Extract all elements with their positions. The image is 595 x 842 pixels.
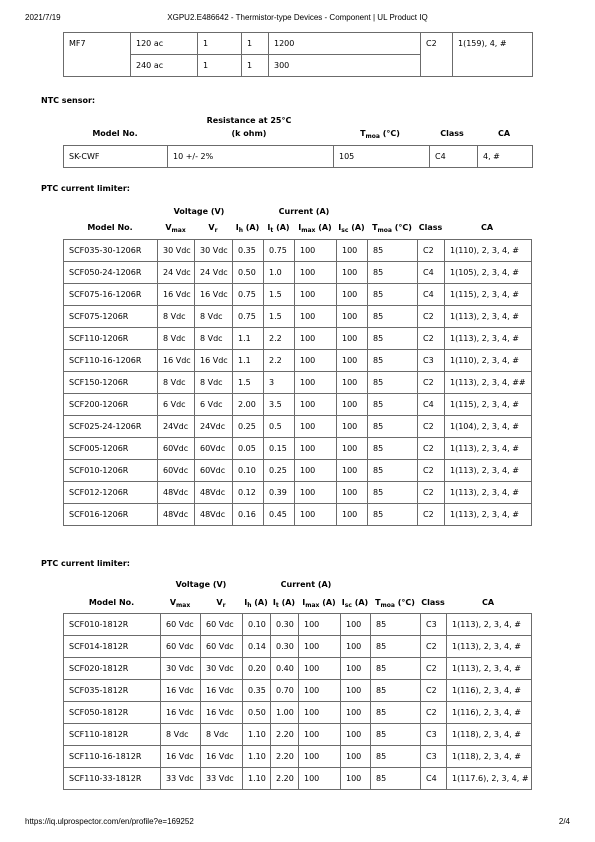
ptc2-tmoa-cell: 85 [371, 724, 421, 746]
ptc1-ih-cell: 0.35 [233, 240, 264, 262]
ptc2-class-cell: C2 [421, 702, 447, 724]
ptc2-tmoa-cell: 85 [371, 680, 421, 702]
ptc1-model-cell: SCF016-1206R [64, 504, 158, 526]
ptc2-ca-cell: 1(118), 2, 3, 4, # [447, 724, 532, 746]
ptc1-ca-cell: 1(110), 2, 3, 4, # [445, 350, 532, 372]
ptc1-imax-cell: 100 [295, 438, 337, 460]
ptc1-ih-cell: 0.10 [233, 460, 264, 482]
ptc2-isc-cell: 100 [341, 680, 371, 702]
ptc1-header-ih: $I_h$ (A) [235, 223, 260, 234]
ptc2-model-cell: SCF050-1812R [64, 702, 161, 724]
ptc1-header-tmoa: $T_{moa}$ (°C) [372, 223, 412, 234]
ptc2-ih-cell: 1.10 [243, 724, 271, 746]
ptc2-imax-cell: 100 [299, 658, 341, 680]
ptc1-header-model: Model No. [87, 223, 133, 232]
ptc1-header-it: $I_t$ (A) [267, 223, 290, 234]
table-row [64, 438, 532, 460]
ptc1-model-cell: SCF010-1206R [64, 460, 158, 482]
ptc1-isc-cell: 100 [337, 328, 368, 350]
ptc1-tmoa-cell: 85 [368, 350, 418, 372]
ptc1-ih-cell: 1.1 [233, 328, 264, 350]
table-row [64, 746, 532, 768]
table-row [64, 33, 533, 55]
mf7-b-cell: 1 [242, 55, 269, 77]
ptc2-ca-cell: 1(116), 2, 3, 4, # [447, 680, 532, 702]
ptc1-isc-cell: 100 [337, 416, 368, 438]
ptc2-class-cell: C2 [421, 658, 447, 680]
ptc1-vr-cell: 24 Vdc [195, 262, 233, 284]
ptc1-ih-cell: 0.75 [233, 306, 264, 328]
ptc2-it-cell: 0.30 [271, 636, 299, 658]
ptc2-vmax-cell: 16 Vdc [161, 680, 201, 702]
ptc1-vr-cell: 48Vdc [195, 482, 233, 504]
ptc2-table-body [64, 614, 532, 790]
table-row [64, 460, 532, 482]
ptc2-imax-cell: 100 [299, 768, 341, 790]
ntc-header-resistance: Resistance at 25°C [206, 116, 292, 125]
table-row [64, 658, 532, 680]
ptc2-model-cell: SCF035-1812R [64, 680, 161, 702]
ptc2-vmax-cell: 33 Vdc [161, 768, 201, 790]
ptc1-class-cell: C2 [418, 482, 445, 504]
ptc2-vr-cell: 8 Vdc [201, 724, 243, 746]
ptc2-ca-cell: 1(113), 2, 3, 4, # [447, 614, 532, 636]
table-row [64, 306, 532, 328]
ptc1-tmoa-cell: 85 [368, 482, 418, 504]
ptc1-table [63, 239, 532, 526]
ptc2-model-cell: SCF110-33-1812R [64, 768, 161, 790]
ptc1-ih-cell: 0.05 [233, 438, 264, 460]
ptc1-isc-cell: 100 [337, 262, 368, 284]
table-row [64, 372, 532, 394]
ptc1-isc-cell: 100 [337, 306, 368, 328]
ptc1-it-cell: 0.15 [264, 438, 295, 460]
ptc1-class-cell: C2 [418, 438, 445, 460]
ptc1-imax-cell: 100 [295, 372, 337, 394]
ntc-header-class: Class [440, 129, 464, 138]
table-row [64, 724, 532, 746]
ptc1-model-cell: SCF075-1206R [64, 306, 158, 328]
ptc1-vr-cell: 8 Vdc [195, 372, 233, 394]
ntc-ca-cell: 4, # [478, 146, 533, 168]
ptc1-vr-cell: 60Vdc [195, 460, 233, 482]
ptc2-class-cell: C3 [421, 724, 447, 746]
print-page-number: 2/4 [558, 817, 570, 826]
ptc1-header-imax: $I_{max}$ (A) [298, 223, 332, 234]
ptc2-ca-cell: 1(117.6), 2, 3, 4, # [447, 768, 532, 790]
ptc1-class-cell: C2 [418, 328, 445, 350]
ptc2-ih-cell: 0.10 [243, 614, 271, 636]
ptc1-model-cell: SCF005-1206R [64, 438, 158, 460]
ptc2-it-cell: 2.20 [271, 724, 299, 746]
ptc2-imax-cell: 100 [299, 724, 341, 746]
ptc1-model-cell: SCF012-1206R [64, 482, 158, 504]
ptc1-vr-cell: 48Vdc [195, 504, 233, 526]
ptc1-vmax-cell: 24 Vdc [158, 262, 195, 284]
table-row [64, 680, 532, 702]
table-row [64, 350, 532, 372]
ptc1-tmoa-cell: 85 [368, 306, 418, 328]
mf7-table [63, 32, 533, 77]
ptc1-vr-cell: 16 Vdc [195, 284, 233, 306]
ptc1-vmax-cell: 16 Vdc [158, 350, 195, 372]
ptc2-vr-cell: 60 Vdc [201, 636, 243, 658]
ptc1-imax-cell: 100 [295, 328, 337, 350]
mf7-model-cell: MF7 [64, 33, 131, 77]
ptc1-section-title: PTC current limiter: [41, 184, 130, 193]
ptc1-imax-cell: 100 [295, 482, 337, 504]
table-row [64, 504, 532, 526]
ptc1-it-cell: 0.75 [264, 240, 295, 262]
ptc1-vmax-cell: 8 Vdc [158, 306, 195, 328]
ptc1-vmax-cell: 8 Vdc [158, 328, 195, 350]
ptc1-ih-cell: 1.1 [233, 350, 264, 372]
ptc2-header-model: Model No. [88, 598, 135, 607]
table-row [64, 768, 532, 790]
ptc2-isc-cell: 100 [341, 746, 371, 768]
ptc1-it-cell: 0.45 [264, 504, 295, 526]
ptc1-vmax-cell: 60Vdc [158, 460, 195, 482]
ptc2-vmax-cell: 16 Vdc [161, 746, 201, 768]
ptc1-model-cell: SCF110-1206R [64, 328, 158, 350]
ptc1-ca-cell: 1(113), 2, 3, 4, # [445, 438, 532, 460]
table-row [64, 240, 532, 262]
ntc-header-model: Model No. [92, 129, 138, 138]
ptc2-header-vr: $V_r$ [216, 598, 226, 609]
ptc1-it-cell: 1.5 [264, 306, 295, 328]
table-row [64, 416, 532, 438]
ptc1-vr-cell: 24Vdc [195, 416, 233, 438]
ptc1-isc-cell: 100 [337, 504, 368, 526]
ptc1-model-cell: SCF035-30-1206R [64, 240, 158, 262]
ptc1-tmoa-cell: 85 [368, 504, 418, 526]
ptc1-ca-cell: 1(110), 2, 3, 4, # [445, 240, 532, 262]
mf7-value-cell: 300 [269, 55, 421, 77]
ptc1-model-cell: SCF025-24-1206R [64, 416, 158, 438]
ptc2-tmoa-cell: 85 [371, 746, 421, 768]
ptc2-it-cell: 2.20 [271, 768, 299, 790]
ptc1-class-cell: C4 [418, 284, 445, 306]
ptc1-tmoa-cell: 85 [368, 328, 418, 350]
ptc1-ih-cell: 0.25 [233, 416, 264, 438]
ptc1-vr-cell: 16 Vdc [195, 350, 233, 372]
ptc1-tmoa-cell: 85 [368, 284, 418, 306]
ptc1-imax-cell: 100 [295, 262, 337, 284]
ptc1-tmoa-cell: 85 [368, 438, 418, 460]
ptc2-vmax-cell: 30 Vdc [161, 658, 201, 680]
ptc2-it-cell: 0.40 [271, 658, 299, 680]
ptc1-table-body [64, 240, 532, 526]
ptc2-isc-cell: 100 [341, 614, 371, 636]
table-row [64, 328, 532, 350]
ptc1-header-voltage-group: Voltage (V) [173, 207, 225, 216]
ptc1-it-cell: 2.2 [264, 328, 295, 350]
ptc2-isc-cell: 100 [341, 636, 371, 658]
ptc1-vmax-cell: 48Vdc [158, 482, 195, 504]
ptc2-class-cell: C3 [421, 614, 447, 636]
ptc1-ih-cell: 2.00 [233, 394, 264, 416]
ptc1-class-cell: C2 [418, 240, 445, 262]
mf7-value-cell: 1200 [269, 33, 421, 55]
ptc2-header-isc: $I_{sc}$ (A) [341, 598, 369, 609]
table-row [64, 702, 532, 724]
ptc1-class-cell: C2 [418, 460, 445, 482]
ptc2-imax-cell: 100 [299, 702, 341, 724]
ptc1-it-cell: 0.5 [264, 416, 295, 438]
ptc1-isc-cell: 100 [337, 350, 368, 372]
ptc2-header-class: Class [421, 598, 445, 607]
ptc2-it-cell: 1.00 [271, 702, 299, 724]
ptc2-ih-cell: 1.10 [243, 746, 271, 768]
ptc1-ca-cell: 1(113), 2, 3, 4, # [445, 328, 532, 350]
ptc2-model-cell: SCF014-1812R [64, 636, 161, 658]
ntc-table [63, 145, 533, 168]
ptc2-vr-cell: 16 Vdc [201, 702, 243, 724]
ptc1-ih-cell: 1.5 [233, 372, 264, 394]
ptc1-model-cell: SCF200-1206R [64, 394, 158, 416]
ptc1-ih-cell: 0.16 [233, 504, 264, 526]
ptc1-it-cell: 1.5 [264, 284, 295, 306]
table-row [64, 614, 532, 636]
ptc1-header-current-group: Current (A) [278, 207, 330, 216]
ptc2-ca-cell: 1(113), 2, 3, 4, # [447, 658, 532, 680]
ptc2-model-cell: SCF110-1812R [64, 724, 161, 746]
mf7-a-cell: 1 [198, 55, 242, 77]
ptc2-class-cell: C3 [421, 746, 447, 768]
ptc1-it-cell: 3 [264, 372, 295, 394]
ptc2-isc-cell: 100 [341, 724, 371, 746]
ptc2-tmoa-cell: 85 [371, 636, 421, 658]
ptc1-ih-cell: 0.75 [233, 284, 264, 306]
ptc2-header-voltage-group: Voltage (V) [175, 580, 227, 589]
ptc1-vmax-cell: 30 Vdc [158, 240, 195, 262]
ptc1-isc-cell: 100 [337, 460, 368, 482]
ptc1-ca-cell: 1(113), 2, 3, 4, ## [445, 372, 532, 394]
ptc2-header-imax: $I_{max}$ (A) [302, 598, 336, 609]
ptc2-tmoa-cell: 85 [371, 702, 421, 724]
ptc1-imax-cell: 100 [295, 284, 337, 306]
ptc2-header-current-group: Current (A) [280, 580, 332, 589]
mf7-voltage-cell: 240 ac [131, 55, 198, 77]
ptc2-it-cell: 2.20 [271, 746, 299, 768]
ptc2-class-cell: C2 [421, 680, 447, 702]
ptc1-tmoa-cell: 85 [368, 262, 418, 284]
ptc2-model-cell: SCF010-1812R [64, 614, 161, 636]
ntc-tmoa-cell: 105 [334, 146, 430, 168]
ptc2-tmoa-cell: 85 [371, 768, 421, 790]
ptc1-header-vr: $V_r$ [208, 223, 218, 234]
table-row [64, 636, 532, 658]
ptc1-vmax-cell: 8 Vdc [158, 372, 195, 394]
ptc2-isc-cell: 100 [341, 658, 371, 680]
ptc2-ca-cell: 1(116), 2, 3, 4, # [447, 702, 532, 724]
table-row [64, 394, 532, 416]
ptc2-model-cell: SCF110-16-1812R [64, 746, 161, 768]
ptc1-isc-cell: 100 [337, 482, 368, 504]
ptc1-tmoa-cell: 85 [368, 372, 418, 394]
ptc2-header-vmax: $V_{max}$ [169, 598, 191, 609]
ptc2-header-ih: $I_h$ (A) [244, 598, 268, 609]
ptc1-vr-cell: 60Vdc [195, 438, 233, 460]
ptc1-ca-cell: 1(105), 2, 3, 4, # [445, 262, 532, 284]
ptc1-it-cell: 0.39 [264, 482, 295, 504]
ptc2-vmax-cell: 16 Vdc [161, 702, 201, 724]
ntc-model-cell: SK-CWF [64, 146, 168, 168]
ptc2-ih-cell: 0.50 [243, 702, 271, 724]
ptc2-isc-cell: 100 [341, 702, 371, 724]
ptc1-vr-cell: 30 Vdc [195, 240, 233, 262]
ptc1-model-cell: SCF050-24-1206R [64, 262, 158, 284]
ptc1-imax-cell: 100 [295, 240, 337, 262]
ptc1-ca-cell: 1(113), 2, 3, 4, # [445, 482, 532, 504]
mf7-class-cell: C2 [421, 33, 453, 77]
ptc1-vmax-cell: 16 Vdc [158, 284, 195, 306]
ntc-header-tmoa: $T_{moa}$ (°C) [360, 129, 400, 140]
ptc2-vr-cell: 33 Vdc [201, 768, 243, 790]
ptc1-vr-cell: 6 Vdc [195, 394, 233, 416]
ptc1-ca-cell: 1(115), 2, 3, 4, # [445, 394, 532, 416]
ptc2-it-cell: 0.70 [271, 680, 299, 702]
ptc1-vr-cell: 8 Vdc [195, 306, 233, 328]
ptc2-it-cell: 0.30 [271, 614, 299, 636]
ptc2-ih-cell: 0.14 [243, 636, 271, 658]
ptc1-header-isc: $I_{sc}$ (A) [338, 223, 365, 234]
ptc2-vr-cell: 16 Vdc [201, 680, 243, 702]
ntc-header-ca: CA [497, 129, 511, 138]
ptc1-vr-cell: 8 Vdc [195, 328, 233, 350]
ptc1-tmoa-cell: 85 [368, 240, 418, 262]
print-page-title: XGPU2.E486642 - Thermistor-type Devices - Component | UL Product IQ [167, 13, 428, 22]
ptc2-class-cell: C2 [421, 636, 447, 658]
ptc1-class-cell: C2 [418, 416, 445, 438]
ptc2-ih-cell: 1.10 [243, 768, 271, 790]
ptc2-tmoa-cell: 85 [371, 658, 421, 680]
table-row [64, 482, 532, 504]
ptc2-imax-cell: 100 [299, 746, 341, 768]
ptc2-isc-cell: 100 [341, 768, 371, 790]
ptc1-isc-cell: 100 [337, 240, 368, 262]
ptc1-it-cell: 0.25 [264, 460, 295, 482]
ptc2-vmax-cell: 60 Vdc [161, 614, 201, 636]
ptc1-tmoa-cell: 85 [368, 394, 418, 416]
ptc1-class-cell: C4 [418, 262, 445, 284]
ptc1-ih-cell: 0.50 [233, 262, 264, 284]
table-row [64, 146, 533, 168]
ptc2-imax-cell: 100 [299, 680, 341, 702]
ptc2-tmoa-cell: 85 [371, 614, 421, 636]
ptc1-class-cell: C2 [418, 306, 445, 328]
mf7-a-cell: 1 [198, 33, 242, 55]
ntc-resistance-cell: 10 +/- 2% [168, 146, 334, 168]
ptc1-tmoa-cell: 85 [368, 416, 418, 438]
print-header [0, 13, 595, 25]
ptc1-tmoa-cell: 85 [368, 460, 418, 482]
ptc1-class-cell: C4 [418, 394, 445, 416]
ptc1-model-cell: SCF150-1206R [64, 372, 158, 394]
table-row [64, 284, 532, 306]
ntc-section-title: NTC sensor: [41, 96, 96, 105]
ptc2-ca-cell: 1(113), 2, 3, 4, # [447, 636, 532, 658]
ptc2-table [63, 613, 532, 790]
ptc1-isc-cell: 100 [337, 394, 368, 416]
ptc1-vmax-cell: 24Vdc [158, 416, 195, 438]
ptc2-vr-cell: 30 Vdc [201, 658, 243, 680]
ptc1-isc-cell: 100 [337, 372, 368, 394]
ptc1-model-cell: SCF075-16-1206R [64, 284, 158, 306]
ptc1-it-cell: 2.2 [264, 350, 295, 372]
ptc1-class-cell: C2 [418, 372, 445, 394]
ptc1-imax-cell: 100 [295, 306, 337, 328]
ptc2-vr-cell: 16 Vdc [201, 746, 243, 768]
ptc1-ca-cell: 1(113), 2, 3, 4, # [445, 460, 532, 482]
ptc1-ca-cell: 1(104), 2, 3, 4, # [445, 416, 532, 438]
mf7-voltage-cell: 120 ac [131, 33, 198, 55]
ptc1-ca-cell: 1(113), 2, 3, 4, # [445, 306, 532, 328]
ptc1-class-cell: C2 [418, 504, 445, 526]
table-row [64, 262, 532, 284]
ptc2-ih-cell: 0.35 [243, 680, 271, 702]
ptc1-vmax-cell: 48Vdc [158, 504, 195, 526]
mf7-b-cell: 1 [242, 33, 269, 55]
ptc2-model-cell: SCF020-1812R [64, 658, 161, 680]
ptc1-ca-cell: 1(113), 2, 3, 4, # [445, 504, 532, 526]
ptc2-imax-cell: 100 [299, 614, 341, 636]
ptc1-header-ca: CA [480, 223, 494, 232]
ptc2-ih-cell: 0.20 [243, 658, 271, 680]
ptc1-header-vmax: $V_{max}$ [165, 223, 186, 234]
ptc1-imax-cell: 100 [295, 350, 337, 372]
ptc1-imax-cell: 100 [295, 460, 337, 482]
print-url: https://iq.ulprospector.com/en/profile?e=169252 [25, 817, 194, 826]
ptc2-imax-cell: 100 [299, 636, 341, 658]
ptc2-header-tmoa: $T_{moa}$ (°C) [375, 598, 415, 609]
ptc2-class-cell: C4 [421, 768, 447, 790]
ptc2-vmax-cell: 8 Vdc [161, 724, 201, 746]
ptc2-header-it: $I_t$ (A) [272, 598, 296, 609]
ptc1-isc-cell: 100 [337, 284, 368, 306]
ptc1-it-cell: 3.5 [264, 394, 295, 416]
ptc1-imax-cell: 100 [295, 416, 337, 438]
ptc1-imax-cell: 100 [295, 394, 337, 416]
ptc2-header-ca: CA [481, 598, 495, 607]
ptc1-model-cell: SCF110-16-1206R [64, 350, 158, 372]
ptc2-ca-cell: 1(118), 2, 3, 4, # [447, 746, 532, 768]
ptc1-ih-cell: 0.12 [233, 482, 264, 504]
ptc1-isc-cell: 100 [337, 438, 368, 460]
ptc1-header-class: Class [418, 223, 443, 232]
ntc-class-cell: C4 [430, 146, 478, 168]
ptc1-ca-cell: 1(115), 2, 3, 4, # [445, 284, 532, 306]
ptc1-imax-cell: 100 [295, 504, 337, 526]
ntc-header-resistance-unit: (k ohm) [231, 129, 267, 138]
ptc1-class-cell: C3 [418, 350, 445, 372]
ptc2-vmax-cell: 60 Vdc [161, 636, 201, 658]
ptc2-section-title: PTC current limiter: [41, 559, 130, 568]
ptc1-it-cell: 1.0 [264, 262, 295, 284]
ptc1-vmax-cell: 60Vdc [158, 438, 195, 460]
mf7-ca-cell: 1(159), 4, # [453, 33, 533, 77]
ptc2-vr-cell: 60 Vdc [201, 614, 243, 636]
print-date: 2021/7/19 [25, 13, 61, 22]
ptc1-vmax-cell: 6 Vdc [158, 394, 195, 416]
